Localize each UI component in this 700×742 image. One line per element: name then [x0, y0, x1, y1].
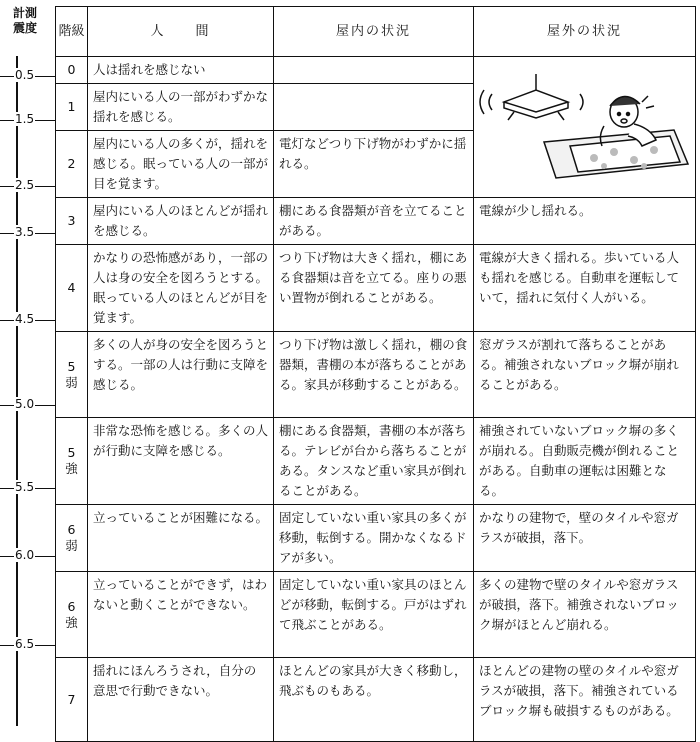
human-cell: かなりの恐怖感があり，一部の人は身の安全を図ろうとする。眠っている人のほとんどが目を覚ます。 — [88, 245, 274, 332]
scale-title — [6, 6, 44, 36]
table-row-level-0 — [56, 57, 696, 84]
indoor-cell: ほとんどの家具が大きく移動し，飛ぶものもある。 — [274, 658, 474, 742]
level-qualifier: 弱 — [65, 538, 78, 553]
header-human: 人 間 — [88, 7, 274, 57]
header-level: 階級 — [56, 7, 88, 57]
table-row-level-5-weak — [56, 332, 696, 418]
scale-tick-label: 2.5 — [15, 178, 35, 192]
indoor-cell: 電灯などつり下げ物がわずかに揺れる。 — [274, 131, 474, 198]
level-number: 0 — [67, 62, 76, 77]
outdoor-cell: 電線が大きく揺れる。歩いている人も揺れを感じる。自動車を運転していて，揺れに気付く人がいる。 — [474, 245, 696, 332]
header-outdoor: 屋外の状況 — [474, 7, 696, 57]
table-row-level-6-strong — [56, 572, 696, 658]
level-qualifier: 弱 — [65, 374, 78, 390]
table-row-level-3 — [56, 198, 696, 245]
person-in-bed-with-swaying-lamp-illustration — [474, 72, 694, 182]
scale-tick-label: 6.0 — [15, 548, 35, 562]
level-number: 3 — [67, 213, 76, 228]
outdoor-cell: 多くの建物で壁のタイルや窓ガラスが破損，落下。補強されないブロック塀がほとんど崩れる。 — [474, 572, 696, 658]
scale-tick-label: 0.5 — [15, 68, 35, 82]
human-cell: 揺れにほんろうされ，自分の意思で行動できない。 — [88, 658, 274, 742]
scale-tick-label: 3.5 — [15, 225, 35, 239]
level-number: 5 — [67, 358, 76, 374]
indoor-cell: つり下げ物は激しく揺れ，棚の食器類，書棚の本が落ちることがある。家具が移動することがある。 — [274, 332, 474, 418]
human-cell: 屋内にいる人の多くが，揺れを感じる。眠っている人の一部が目を覚ます。 — [88, 131, 274, 198]
table-row-level-6-weak — [56, 505, 696, 572]
level-cell — [56, 658, 88, 742]
level-qualifier: 強 — [65, 461, 78, 476]
indoor-cell: 棚にある食器類が音を立てることがある。 — [274, 198, 474, 245]
indoor-cell: 固定していない重い家具のほとんどが移動，転倒する。戸がはずれて飛ぶことがある。 — [274, 572, 474, 658]
human-cell: 屋内にいる人の一部がわずかな揺れを感じる。 — [88, 84, 274, 131]
level-cell — [56, 57, 88, 84]
indoor-cell: 棚にある食器類，書棚の本が落ちる。テレビが台から落ちることがある。タンスなど重い家具が倒れることがある。 — [274, 418, 474, 505]
level-number: 7 — [67, 691, 76, 707]
human-cell: 立っていることが困難になる。 — [88, 505, 274, 572]
level-cell — [56, 332, 88, 418]
level-cell — [56, 418, 88, 505]
indoor-cell: 固定していない重い家具の多くが移動，転倒する。開かなくなるドアが多い。 — [274, 505, 474, 572]
human-cell: 多くの人が身の安全を図ろうとする。一部の人は行動に支障を感じる。 — [88, 332, 274, 418]
indoor-cell — [274, 57, 474, 84]
level-cell — [56, 198, 88, 245]
table-row-level-7 — [56, 658, 696, 742]
level-number: 5 — [67, 445, 76, 460]
scale-title-line1: 計測 — [12, 6, 37, 20]
table-header-row — [56, 7, 696, 57]
illustration-cell — [474, 57, 696, 198]
seismic-intensity-table — [55, 6, 696, 742]
indoor-cell — [274, 84, 474, 131]
level-cell — [56, 572, 88, 658]
scale-tick-label: 5.5 — [15, 480, 35, 494]
human-cell: 非常な恐怖を感じる。多くの人が行動に支障を感じる。 — [88, 418, 274, 505]
outdoor-cell: 電線が少し揺れる。 — [474, 198, 696, 245]
scale-axis-line — [16, 56, 18, 726]
human-cell: 人は揺れを感じない — [88, 57, 274, 84]
illustration-wrapper — [474, 72, 695, 182]
level-cell — [56, 245, 88, 332]
human-cell: 屋内にいる人のほとんどが揺れを感じる。 — [88, 198, 274, 245]
scale-title-line2: 震度 — [12, 21, 37, 35]
header-indoor: 屋内の状況 — [274, 7, 474, 57]
outdoor-cell: 補強されていないブロック塀の多くが崩れる。自動販売機が倒れることがある。自動車の運転は困難となる。 — [474, 418, 696, 505]
table-row-level-4 — [56, 245, 696, 332]
outdoor-cell: 窓ガラスが割れて落ちることがある。補強されないブロック塀が崩れることがある。 — [474, 332, 696, 418]
scale-tick-label: 4.5 — [15, 312, 35, 326]
level-qualifier: 強 — [65, 614, 78, 630]
outdoor-cell: かなりの建物で，壁のタイルや窓ガラスが破損，落下。 — [474, 505, 696, 572]
level-number: 6 — [67, 598, 76, 614]
level-cell — [56, 131, 88, 198]
table-row-level-5-strong — [56, 418, 696, 505]
outdoor-cell: ほとんどの建物の壁のタイルや窓ガラスが破損，落下。補強されているブロック塀も破損するものがある。 — [474, 658, 696, 742]
level-number: 4 — [67, 280, 76, 295]
level-number: 2 — [67, 156, 76, 171]
scale-tick-label: 5.0 — [15, 397, 35, 411]
level-number: 1 — [67, 99, 76, 114]
scale-tick-label: 6.5 — [15, 637, 35, 651]
measured-intensity-scale — [0, 0, 50, 738]
level-number: 6 — [67, 522, 76, 537]
scale-tick-label: 1.5 — [15, 112, 35, 126]
human-cell: 立っていることができず，はわないと動くことができない。 — [88, 572, 274, 658]
level-cell — [56, 505, 88, 572]
indoor-cell: つり下げ物は大きく揺れ，棚にある食器類は音を立てる。座りの悪い置物が倒れることがある。 — [274, 245, 474, 332]
level-cell — [56, 84, 88, 131]
